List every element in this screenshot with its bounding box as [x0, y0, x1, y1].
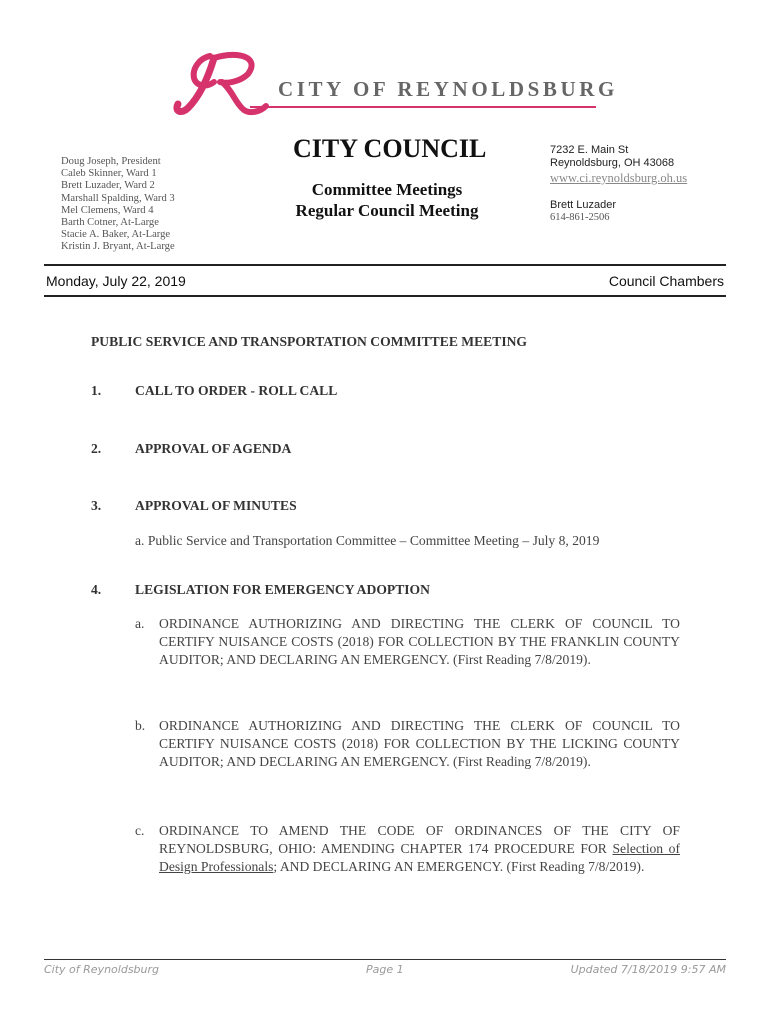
- member-item: Marshall Spalding, Ward 3: [61, 192, 175, 204]
- subtitle-regular-meeting: Regular Council Meeting: [295, 201, 479, 220]
- ordinance-item-c: [135, 822, 680, 876]
- ordinance-text: [159, 822, 680, 876]
- agenda-item-number: 3.: [91, 498, 102, 513]
- ordinance-letter: b.: [135, 718, 146, 733]
- footer-page-number: Page 1: [366, 963, 404, 976]
- contact-name: Brett Luzader: [550, 199, 617, 211]
- ordinance-item-b: [135, 717, 680, 771]
- contact-phone: 614-861-2506: [550, 212, 610, 223]
- member-item: Doug Joseph, President: [61, 156, 161, 167]
- address-line-1: 7232 E. Main St: [550, 144, 629, 156]
- agenda-item-number: 4.: [91, 582, 102, 597]
- agenda-item-number: 2.: [91, 441, 102, 456]
- agenda-item-legislation: LEGISLATION FOR EMERGENCY ADOPTION: [135, 582, 430, 597]
- ordinance-text-start: ORDINANCE TO AMEND THE CODE OF ORDINANCES OF THE CITY OF REYNOLDSBURG, OHIO: AMENDING CHAPTER 174 PROCEDURE FOR: [159, 823, 680, 856]
- address-line-2: Reynoldsburg, OH 43068: [550, 157, 675, 169]
- page-title: CITY COUNCIL: [293, 134, 487, 163]
- divider-top: [44, 264, 726, 266]
- agenda-item-approval-agenda: APPROVAL OF AGENDA: [135, 441, 292, 456]
- member-item: Mel Clemens, Ward 4: [61, 204, 154, 216]
- ordinance-text: ORDINANCE AUTHORIZING AND DIRECTING THE CLERK OF COUNCIL TO CERTIFY NUISANCE COSTS (2018) FOR COLLECTION BY THE FRANKLIN COUNTY AUDITOR; AND DECLARING AN EMERGENCY. (First Reading 7/8/2019).: [159, 616, 680, 667]
- ordinance-text: ORDINANCE AUTHORIZING AND DIRECTING THE CLERK OF COUNCIL TO CERTIFY NUISANCE COSTS (2018) FOR COLLECTION BY THE LICKING COUNTY AUDITOR; AND DECLARING AN EMERGENCY. (First Reading 7/8/2019).: [159, 718, 680, 769]
- agenda-item-number: 1.: [91, 383, 102, 398]
- ordinance-letter: c.: [135, 823, 145, 838]
- member-item: Caleb Skinner, Ward 1: [61, 168, 157, 180]
- meeting-location: Council Chambers: [608, 273, 724, 289]
- ordinance-item-a: [135, 615, 680, 669]
- design-professionals-link[interactable]: Selection of Design Professionals: [159, 841, 680, 874]
- member-item: Brett Luzader, Ward 2: [61, 180, 155, 192]
- footer-updated: Updated 7/18/2019 9:57 AM: [570, 963, 726, 976]
- city-name: CITY OF REYNOLDSBURG: [278, 77, 618, 101]
- subtitle-committee-meetings: Committee Meetings: [311, 180, 463, 199]
- council-members-list: [61, 156, 175, 254]
- member-item: Stacie A. Baker, At-Large: [61, 229, 171, 241]
- member-item: Kristin J. Bryant, At-Large: [61, 241, 175, 253]
- ordinance-letter: a.: [135, 616, 145, 631]
- logo-underline: [250, 106, 596, 108]
- website-link[interactable]: www.ci.reynoldsburg.oh.us: [550, 171, 688, 185]
- agenda-item-approval-minutes: APPROVAL OF MINUTES: [135, 498, 297, 513]
- agenda-item-call-to-order: CALL TO ORDER - ROLL CALL: [135, 383, 338, 398]
- member-item: Barth Cotner, At-Large: [61, 217, 159, 229]
- divider-bottom: [44, 295, 726, 297]
- footer-organization: City of Reynoldsburg: [44, 963, 160, 976]
- footer-divider: [44, 959, 726, 960]
- meeting-date: Monday, July 22, 2019: [46, 273, 186, 289]
- ordinance-text-end: ; AND DECLARING AN EMERGENCY. (First Reading 7/8/2019).: [273, 859, 645, 874]
- minutes-item-a: a. Public Service and Transportation Committee – Committee Meeting – July 8, 2019: [135, 533, 600, 548]
- agenda-title: PUBLIC SERVICE AND TRANSPORTATION COMMITTEE MEETING: [91, 334, 527, 349]
